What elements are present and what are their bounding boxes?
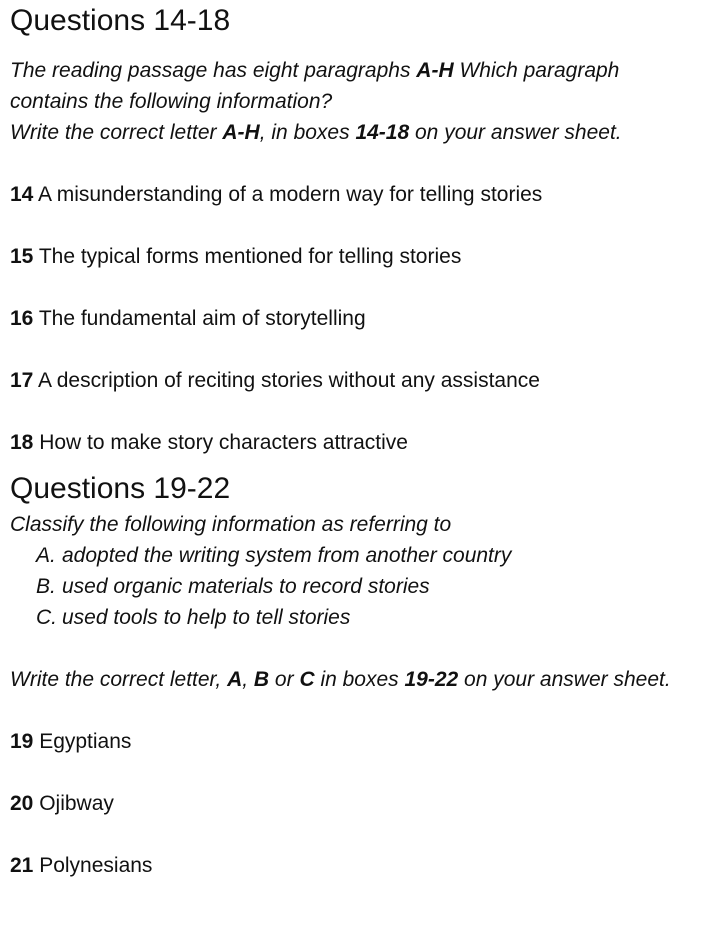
document-page — [10, 0, 700, 881]
question-text: The typical forms mentioned for telling stories — [33, 245, 462, 268]
question-20 — [10, 788, 700, 819]
question-number: 21 — [10, 854, 34, 877]
option-text: used tools to help to tell stories — [62, 606, 351, 629]
option-c — [10, 602, 700, 633]
option-letter: C. — [36, 606, 57, 629]
instruction-bold: A — [227, 668, 243, 691]
question-text: How to make story characters attractive — [33, 431, 408, 454]
instruction-text: in boxes — [314, 668, 405, 691]
instruction-text: on your answer sheet. — [409, 121, 622, 144]
instruction-text: or — [269, 668, 300, 691]
question-text: A description of reciting stories without any assistance — [33, 369, 540, 392]
question-number: 15 — [10, 245, 34, 268]
instruction-text: Write the correct letter — [10, 121, 223, 144]
instruction-bold: B — [253, 668, 270, 691]
option-a — [10, 540, 700, 571]
instruction-bold: C — [299, 668, 315, 691]
instructions-write-letter — [10, 117, 700, 148]
option-b — [10, 571, 700, 602]
instruction-bold: 14-18 — [355, 121, 410, 144]
question-15 — [10, 241, 700, 272]
question-16 — [10, 303, 700, 334]
classify-intro: Classify the following information as referring to — [10, 513, 452, 536]
question-number: 16 — [10, 307, 34, 330]
question-21 — [10, 850, 700, 881]
question-number: 14 — [10, 183, 34, 206]
question-text: A misunderstanding of a modern way for telling stories — [33, 183, 543, 206]
instructions-paragraphs — [10, 55, 700, 117]
question-text: Egyptians — [33, 730, 132, 753]
instruction-bold: 19-22 — [404, 668, 459, 691]
question-18 — [10, 427, 700, 458]
option-text: adopted the writing system from another country — [62, 544, 512, 567]
instruction-text: , in boxes — [259, 121, 356, 144]
instruction-bold: A-H — [222, 121, 260, 144]
question-number: 18 — [10, 431, 34, 454]
question-number: 17 — [10, 369, 34, 392]
question-text: Ojibway — [33, 792, 114, 815]
question-17 — [10, 365, 700, 396]
section-heading-19-22: Questions 19-22 — [10, 472, 231, 505]
instruction-text: Which paragraph contains the following information? — [10, 59, 620, 113]
option-letter: B. — [36, 575, 56, 598]
question-14 — [10, 179, 700, 210]
instruction-text: , — [242, 668, 254, 691]
instruction-text: on your answer sheet. — [458, 668, 671, 691]
question-text: Polynesians — [33, 854, 153, 877]
question-text: The fundamental aim of storytelling — [33, 307, 366, 330]
question-19 — [10, 726, 700, 757]
instruction-text: Write the correct letter, — [10, 668, 228, 691]
instruction-text: The reading passage has eight paragraphs — [10, 59, 417, 82]
section-heading-14-18: Questions 14-18 — [10, 4, 231, 37]
question-number: 19 — [10, 730, 34, 753]
option-letter: A. — [36, 544, 56, 567]
instruction-bold: A-H — [416, 59, 454, 82]
question-number: 20 — [10, 792, 34, 815]
instructions-classify-write — [10, 664, 700, 695]
option-text: used organic materials to record stories — [62, 575, 430, 598]
